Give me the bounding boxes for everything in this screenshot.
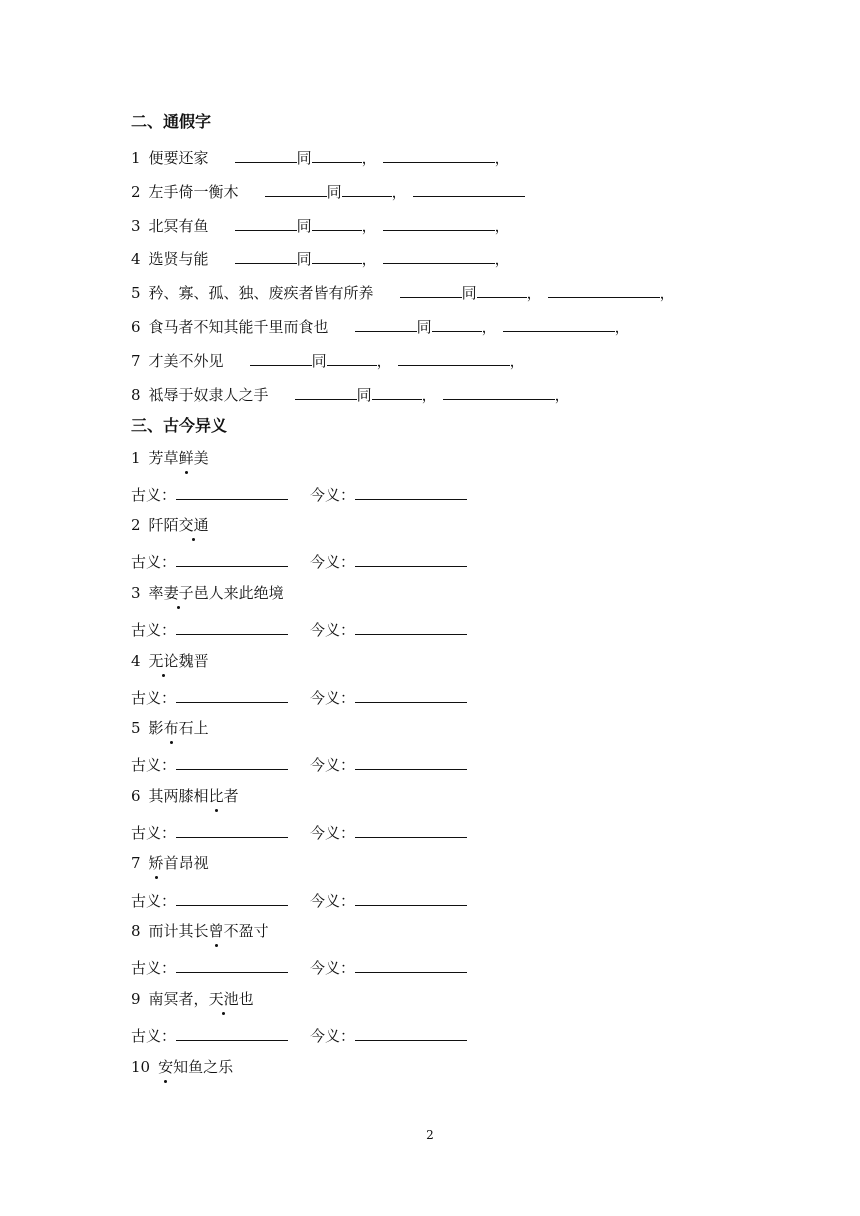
jin-label: 今义： — [310, 959, 356, 977]
blank-field[interactable] — [312, 147, 362, 163]
section-heading-gujin: 三、古今异义 — [131, 416, 228, 435]
blank-field[interactable] — [413, 181, 525, 197]
comma: ， — [494, 149, 510, 167]
tongjiazi-item — [131, 282, 675, 303]
item-text: 矜、寡、孤、独、废疾者皆有所养 — [148, 284, 374, 302]
phrase-text: 率 — [148, 584, 164, 602]
meaning-answer-row — [131, 687, 467, 708]
jin-label: 今义： — [310, 486, 356, 504]
blank-field[interactable] — [235, 248, 297, 264]
phrase-text: 阡陌 — [148, 516, 179, 534]
jin-label: 今义： — [310, 892, 356, 910]
gu-label: 古义： — [131, 486, 177, 504]
emphasis-dotted-word: 布 — [163, 719, 179, 737]
tongjiazi-item — [131, 316, 630, 337]
comma: ， — [659, 284, 675, 302]
emphasis-dotted-word: 鲜 — [178, 449, 194, 467]
blank-field[interactable] — [383, 215, 495, 231]
jin-label: 今义： — [310, 756, 356, 774]
emphasis-dotted-word: 交通 — [178, 516, 209, 534]
gu-answer-blank[interactable] — [176, 1025, 288, 1041]
blank-field[interactable] — [477, 282, 527, 298]
blank-field[interactable] — [383, 248, 495, 264]
item-number: 6 — [131, 787, 141, 805]
jin-answer-blank[interactable] — [355, 890, 467, 906]
blank-field[interactable] — [398, 350, 510, 366]
phrase-text: 也 — [238, 990, 254, 1008]
phrase-text: 知鱼之乐 — [173, 1058, 234, 1076]
jin-answer-blank[interactable] — [355, 484, 467, 500]
gu-answer-blank[interactable] — [176, 687, 288, 703]
comma: ， — [614, 318, 630, 336]
gujin-phrase — [131, 515, 209, 535]
meaning-answer-row — [131, 754, 467, 775]
gu-label: 古义： — [131, 756, 177, 774]
item-text: 选贤与能 — [148, 250, 209, 268]
gu-label: 古义： — [131, 824, 177, 842]
tong-label: 同 — [296, 250, 312, 268]
phrase-text: 首昂视 — [163, 854, 209, 872]
tong-label: 同 — [461, 284, 477, 302]
item-text: 便要还家 — [148, 149, 209, 167]
comma: ， — [361, 217, 377, 235]
gu-label: 古义： — [131, 892, 177, 910]
comma: ， — [421, 386, 437, 404]
item-number: 9 — [131, 990, 141, 1008]
gu-answer-blank[interactable] — [176, 619, 288, 635]
item-number: 5 — [131, 284, 141, 302]
blank-field[interactable] — [548, 282, 660, 298]
item-number: 4 — [131, 652, 141, 670]
meaning-answer-row — [131, 822, 467, 843]
phrase-text: 石上 — [178, 719, 209, 737]
item-text: 祗辱于奴隶人之手 — [148, 386, 269, 404]
comma: ， — [481, 318, 497, 336]
blank-field[interactable] — [342, 181, 392, 197]
phrase-text: 影 — [148, 719, 164, 737]
emphasis-dotted-word: 妻子 — [163, 584, 194, 602]
tongjiazi-item — [131, 248, 510, 269]
phrase-text: 芳草 — [148, 449, 179, 467]
item-number: 4 — [131, 250, 141, 268]
blank-field[interactable] — [443, 384, 555, 400]
blank-field[interactable] — [383, 147, 495, 163]
item-text: 左手倚一衡木 — [148, 183, 239, 201]
tongjiazi-item — [131, 215, 510, 236]
jin-label: 今义： — [310, 621, 356, 639]
gujin-phrase — [131, 921, 269, 941]
gu-answer-blank[interactable] — [176, 822, 288, 838]
meaning-answer-row — [131, 619, 467, 640]
phrase-text: 南冥者， — [148, 990, 209, 1008]
gu-label: 古义： — [131, 553, 177, 571]
tong-label: 同 — [296, 217, 312, 235]
phrase-text: 者 — [223, 787, 239, 805]
blank-field[interactable] — [355, 316, 417, 332]
comma: ， — [391, 183, 407, 201]
phrase-text: 魏晋 — [178, 652, 209, 670]
comma: ， — [361, 250, 377, 268]
meaning-answer-row — [131, 484, 467, 505]
gujin-phrase — [131, 1057, 233, 1077]
blank-field[interactable] — [400, 282, 462, 298]
blank-field[interactable] — [327, 350, 377, 366]
gu-label: 古义： — [131, 1027, 177, 1045]
emphasis-dotted-word: 矫 — [148, 854, 164, 872]
jin-answer-blank[interactable] — [355, 822, 467, 838]
gu-label: 古义： — [131, 621, 177, 639]
emphasis-dotted-word: 比 — [208, 787, 224, 805]
blank-field[interactable] — [312, 215, 362, 231]
item-text: 才美不外见 — [148, 352, 224, 370]
jin-answer-blank[interactable] — [355, 754, 467, 770]
comma: ， — [494, 217, 510, 235]
meaning-answer-row — [131, 1025, 467, 1046]
blank-field[interactable] — [295, 384, 357, 400]
item-number: 2 — [131, 516, 141, 534]
item-number: 1 — [131, 149, 141, 167]
gu-label: 古义： — [131, 689, 177, 707]
emphasis-dotted-word: 天池 — [208, 990, 239, 1008]
item-number: 6 — [131, 318, 141, 336]
tong-label: 同 — [416, 318, 432, 336]
phrase-text: 邑人来此绝境 — [193, 584, 284, 602]
comma: ， — [526, 284, 542, 302]
item-number: 3 — [131, 584, 141, 602]
jin-answer-blank[interactable] — [355, 687, 467, 703]
emphasis-dotted-word: 曾 — [208, 922, 224, 940]
jin-label: 今义： — [310, 1027, 356, 1045]
comma: ， — [554, 386, 570, 404]
gujin-phrase — [131, 786, 239, 806]
gujin-phrase — [131, 583, 284, 603]
meaning-answer-row — [131, 890, 467, 911]
item-text: 食马者不知其能千里而食也 — [148, 318, 329, 336]
item-text: 北冥有鱼 — [148, 217, 209, 235]
gujin-phrase — [131, 448, 209, 468]
comma: ， — [494, 250, 510, 268]
blank-field[interactable] — [312, 248, 362, 264]
gu-answer-blank[interactable] — [176, 484, 288, 500]
tong-label: 同 — [326, 183, 342, 201]
emphasis-dotted-word: 无论 — [148, 652, 179, 670]
blank-field[interactable] — [235, 147, 297, 163]
meaning-answer-row — [131, 551, 467, 572]
tong-label: 同 — [311, 352, 327, 370]
blank-field[interactable] — [432, 316, 482, 332]
gu-answer-blank[interactable] — [176, 551, 288, 567]
item-number: 7 — [131, 854, 141, 872]
item-number: 8 — [131, 922, 141, 940]
gu-label: 古义： — [131, 959, 177, 977]
blank-field[interactable] — [503, 316, 615, 332]
item-number: 5 — [131, 719, 141, 737]
emphasis-dotted-word: 安 — [158, 1058, 174, 1076]
blank-field[interactable] — [265, 181, 327, 197]
gu-answer-blank[interactable] — [176, 957, 288, 973]
tong-label: 同 — [296, 149, 312, 167]
item-number: 7 — [131, 352, 141, 370]
jin-label: 今义： — [310, 824, 356, 842]
jin-label: 今义： — [310, 689, 356, 707]
gujin-phrase — [131, 718, 209, 738]
comma: ， — [376, 352, 392, 370]
gujin-phrase — [131, 651, 209, 671]
phrase-text: 美 — [193, 449, 209, 467]
item-number: 10 — [131, 1058, 151, 1076]
jin-answer-blank[interactable] — [355, 619, 467, 635]
tongjiazi-item — [131, 181, 525, 202]
gu-answer-blank[interactable] — [176, 890, 288, 906]
item-number: 1 — [131, 449, 141, 467]
meaning-answer-row — [131, 957, 467, 978]
tongjiazi-item — [131, 384, 570, 405]
gujin-phrase — [131, 853, 209, 873]
page-number: 2 — [426, 1128, 434, 1142]
gu-answer-blank[interactable] — [176, 754, 288, 770]
item-number: 3 — [131, 217, 141, 235]
item-number: 8 — [131, 386, 141, 404]
section-heading-tongjiazi: 二、通假字 — [131, 112, 212, 131]
tong-label: 同 — [356, 386, 372, 404]
phrase-text: 而计其长 — [148, 922, 209, 940]
blank-field[interactable] — [250, 350, 312, 366]
jin-answer-blank[interactable] — [355, 1025, 467, 1041]
gujin-phrase — [131, 989, 254, 1009]
jin-answer-blank[interactable] — [355, 957, 467, 973]
phrase-text: 其两膝相 — [148, 787, 209, 805]
comma: ， — [509, 352, 525, 370]
jin-label: 今义： — [310, 553, 356, 571]
blank-field[interactable] — [372, 384, 422, 400]
comma: ， — [361, 149, 377, 167]
blank-field[interactable] — [235, 215, 297, 231]
tongjiazi-item — [131, 147, 510, 168]
item-number: 2 — [131, 183, 141, 201]
phrase-text: 不盈寸 — [223, 922, 269, 940]
jin-answer-blank[interactable] — [355, 551, 467, 567]
tongjiazi-item — [131, 350, 525, 371]
